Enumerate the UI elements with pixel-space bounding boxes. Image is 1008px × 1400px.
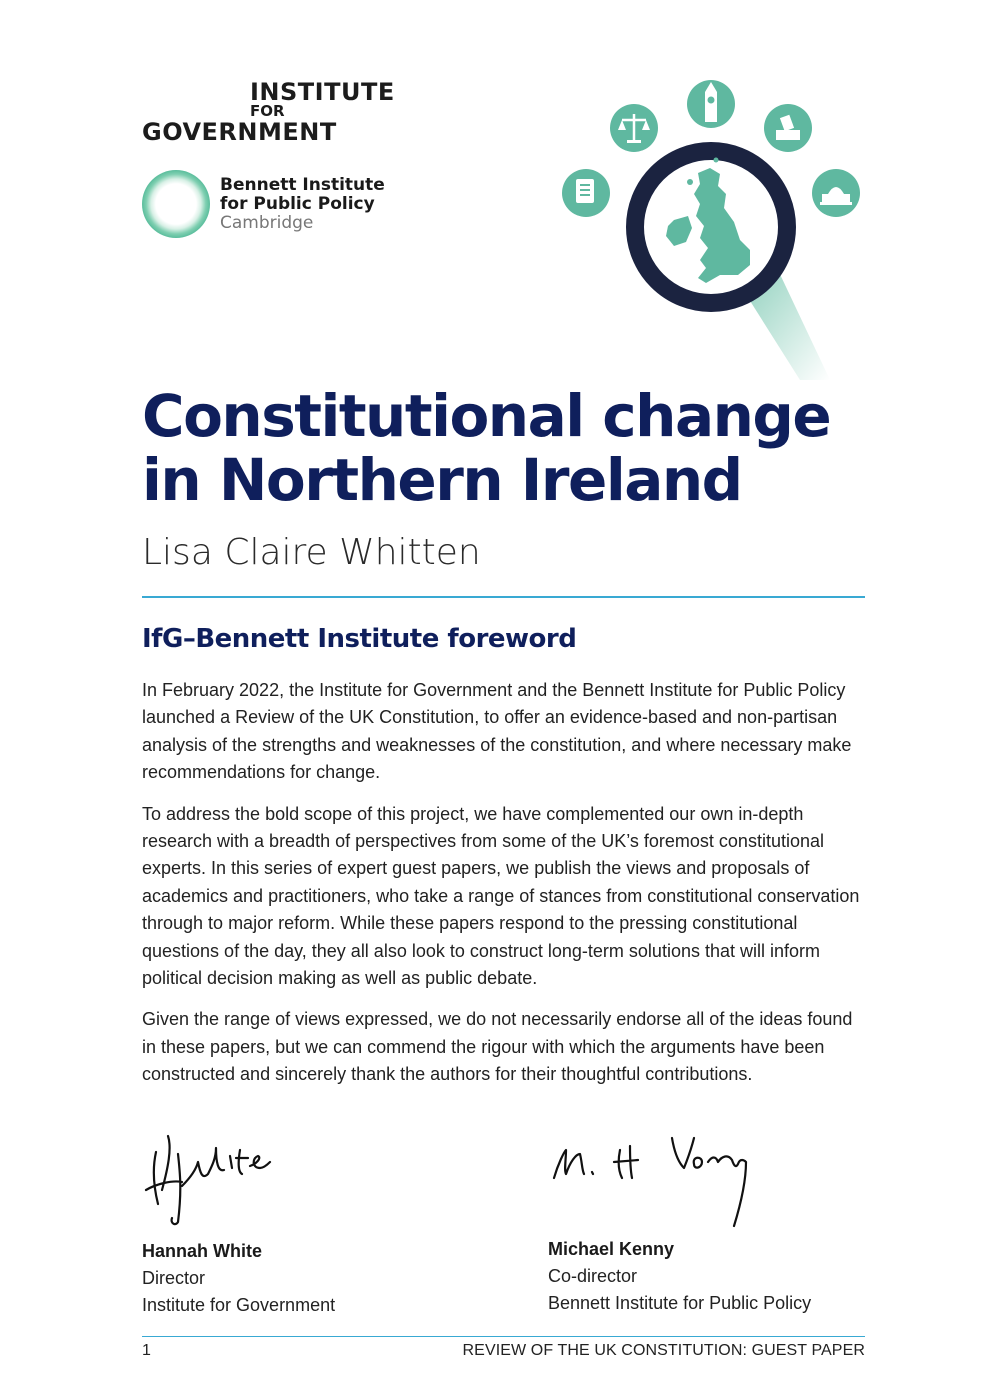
signatory-organisation: Bennett Institute for Public Policy: [548, 1293, 812, 1313]
ifg-logo: [142, 78, 395, 146]
signatory-block-right: [548, 1128, 848, 1313]
ifg-logo-line2: FOR: [250, 102, 285, 120]
bennett-logo-line2: for Public Policy: [220, 194, 375, 214]
foreword-paragraph: Given the range of views expressed, we do not necessarily endorse all of the ideas found in these papers, but we can commend the rigour with which the arguments have been constructed and sincerely thank the authors for their thoughtful contributions.: [142, 1009, 853, 1085]
foreword-body: [142, 677, 867, 1103]
foreword-paragraph: In February 2022, the Institute for Government and the Bennett Institute for Public Policy launched a Review of the UK Constitution, to offer an evidence-based and non-partisan analysis of the strengths and weaknesses of the constitution, and where necessary make recommendations for change.: [142, 680, 852, 783]
bennett-logo: [142, 170, 402, 240]
big-ben-icon: [687, 80, 735, 128]
signatory-name: Hannah White: [142, 1241, 262, 1261]
ifg-logo-line3: GOVERNMENT: [142, 118, 337, 146]
author-name: Lisa Claire Whitten: [142, 532, 481, 573]
bennett-logo-line3: Cambridge: [220, 213, 314, 233]
cover-illustration: [550, 70, 880, 390]
foreword-heading: IfG–Bennett Institute foreword: [142, 624, 577, 654]
title-divider: [142, 596, 865, 598]
signature-michael-kenny: [548, 1128, 788, 1228]
signatory-name: Michael Kenny: [548, 1239, 675, 1259]
title-line1: Constitutional change: [142, 382, 831, 450]
bennett-emblem-icon: [142, 170, 210, 238]
signature-hannah-white: [142, 1128, 382, 1228]
footer-series-title: REVIEW OF THE UK CONSTITUTION: GUEST PAPER: [462, 1342, 865, 1359]
parliament-icon: [812, 169, 860, 217]
page-number: 1: [142, 1342, 151, 1359]
foreword-paragraph: To address the bold scope of this project, we have complemented our own in-depth research with a breadth of perspectives from some of the UK’s foremost constitutional experts. In this series of expert guest papers, we publish the views and proposals of academics and practitioners, who take a range of stances from constitutional conservation through to major reform. While these papers respond to the pressing constitutional questions of the day, they all also look to construct long-term solutions that will inform political decision making as well as public debate.: [142, 803, 860, 989]
bennett-logo-line1: Bennett Institute: [220, 175, 385, 195]
title-line2: in Northern Ireland: [142, 446, 742, 514]
signatory-role: Co-director: [548, 1266, 638, 1286]
document-icon: [562, 169, 610, 217]
scales-of-justice-icon: [610, 104, 658, 152]
signatory-role: Director: [142, 1268, 206, 1288]
signatory-organisation: Institute for Government: [142, 1295, 336, 1315]
ballot-box-icon: [764, 104, 812, 152]
ifg-logo-line1: INSTITUTE: [250, 78, 395, 106]
document-title: [142, 384, 902, 512]
signatory-block-left: [142, 1128, 442, 1315]
footer-divider: [142, 1336, 865, 1337]
